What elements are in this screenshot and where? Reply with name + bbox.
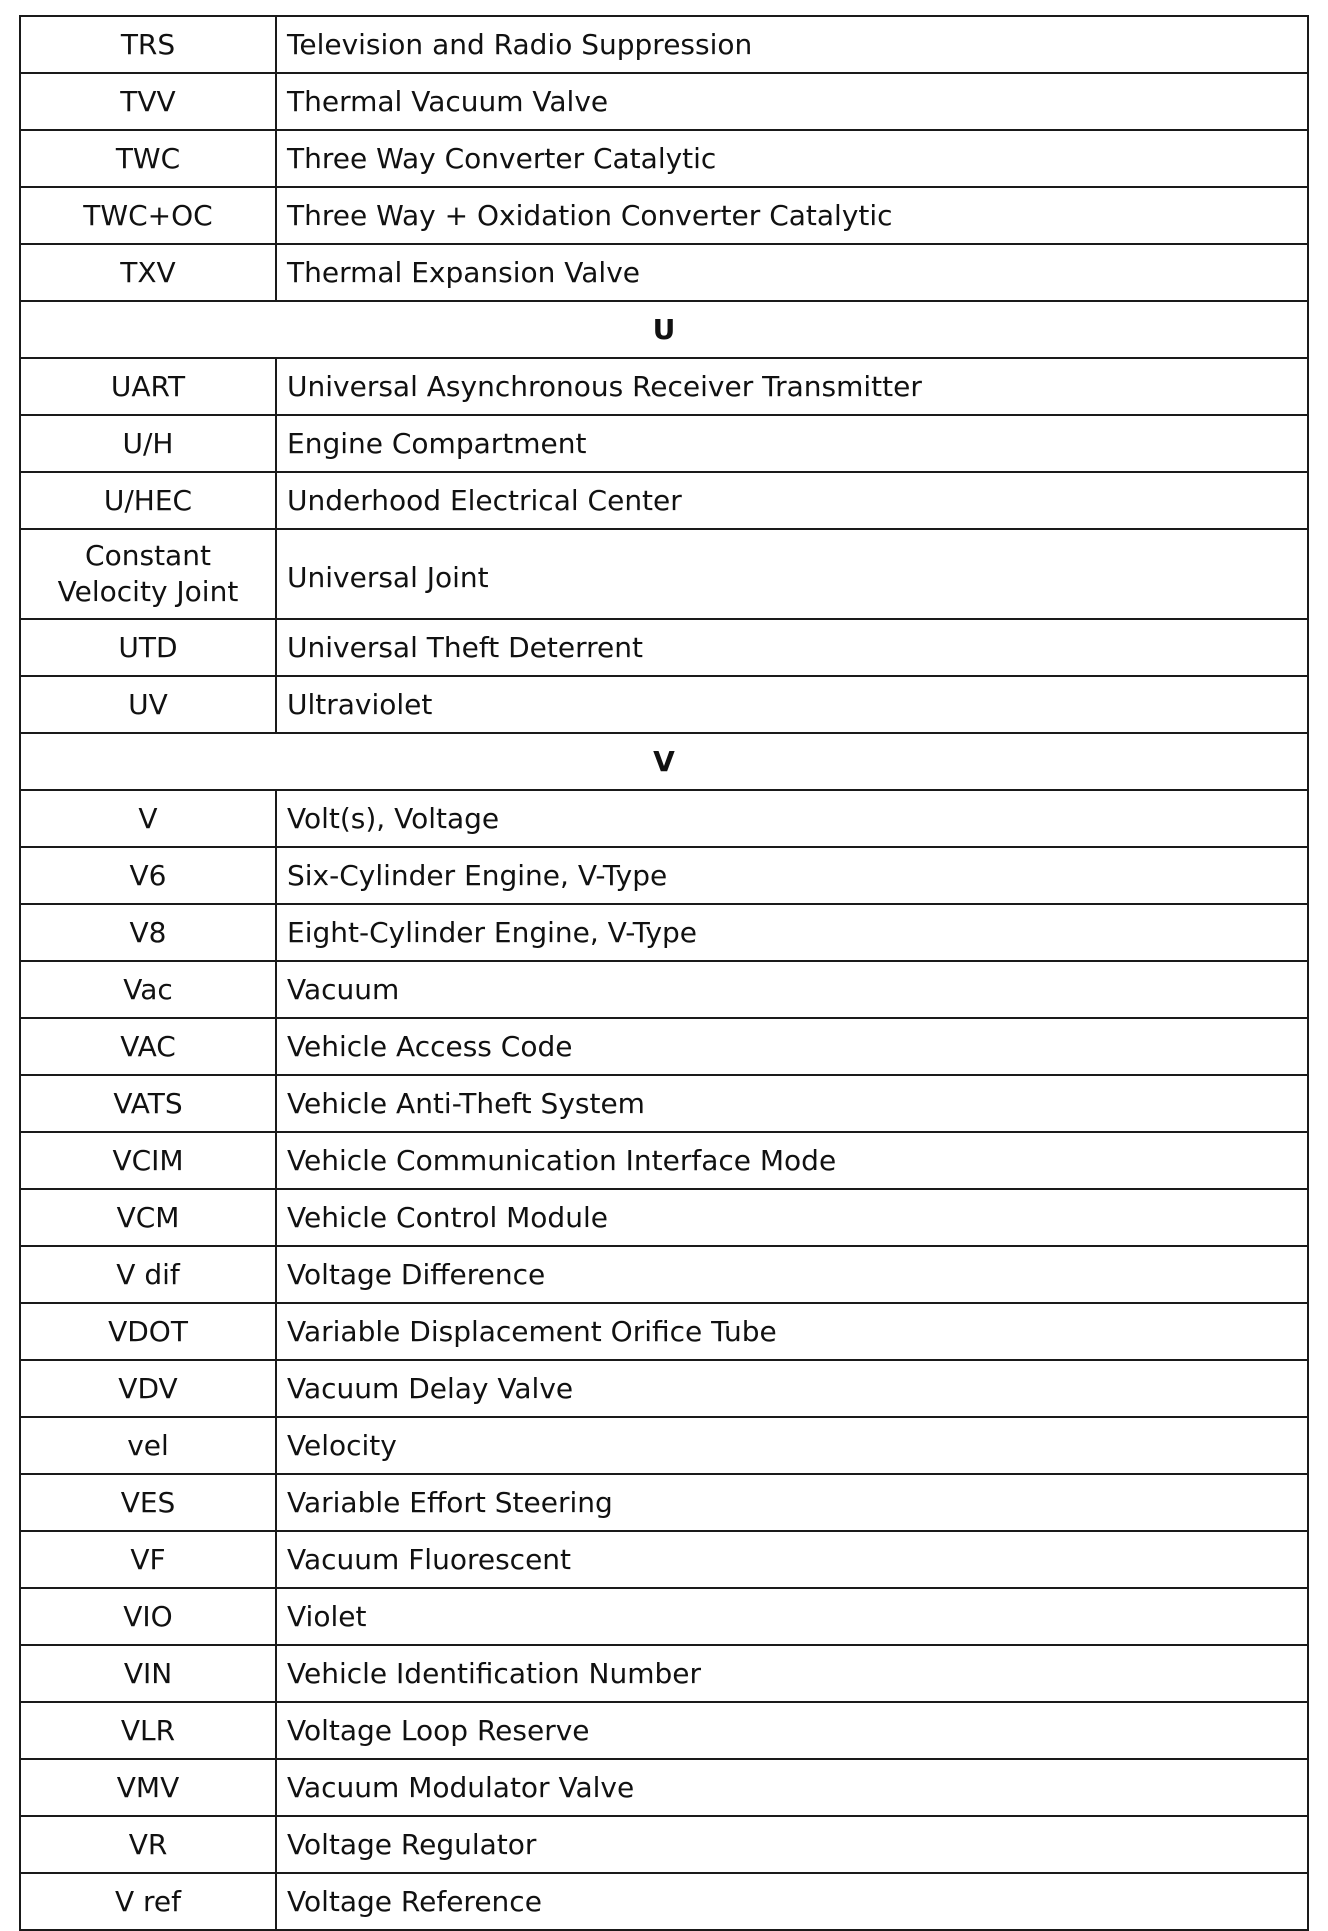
- table-row: [20, 847, 1308, 904]
- abbreviation-cell: VIO: [20, 1588, 276, 1645]
- definition-cell: Underhood Electrical Center: [276, 472, 1308, 529]
- abbreviation-cell: VCIM: [20, 1132, 276, 1189]
- abbreviation-table: [19, 15, 1309, 1931]
- table-row: [20, 1075, 1308, 1132]
- table-row: [20, 1417, 1308, 1474]
- definition-cell: Vacuum: [276, 961, 1308, 1018]
- section-letter: V: [20, 733, 1308, 790]
- section-letter: U: [20, 301, 1308, 358]
- definition-cell: Volt(s), Voltage: [276, 790, 1308, 847]
- abbreviation-cell: VES: [20, 1474, 276, 1531]
- definition-cell: Three Way Converter Catalytic: [276, 130, 1308, 187]
- table-row: [20, 73, 1308, 130]
- definition-cell: Universal Joint: [276, 529, 1308, 619]
- definition-cell: Thermal Expansion Valve: [276, 244, 1308, 301]
- table-row: [20, 16, 1308, 73]
- table-row: [20, 1189, 1308, 1246]
- definition-cell: Vacuum Delay Valve: [276, 1360, 1308, 1417]
- table-row: [20, 1246, 1308, 1303]
- abbreviation-cell: V ref: [20, 1873, 276, 1930]
- abbreviation-cell: VMV: [20, 1759, 276, 1816]
- section-header-row: [20, 301, 1308, 358]
- table-row: [20, 415, 1308, 472]
- definition-cell: Six-Cylinder Engine, V-Type: [276, 847, 1308, 904]
- abbreviation-cell: Constant Velocity Joint: [20, 529, 276, 619]
- abbreviation-cell: VDV: [20, 1360, 276, 1417]
- definition-cell: Velocity: [276, 1417, 1308, 1474]
- table-row: [20, 904, 1308, 961]
- table-row: [20, 1360, 1308, 1417]
- definition-cell: Ultraviolet: [276, 676, 1308, 733]
- definition-cell: Voltage Loop Reserve: [276, 1702, 1308, 1759]
- definition-cell: Violet: [276, 1588, 1308, 1645]
- definition-cell: Vehicle Control Module: [276, 1189, 1308, 1246]
- table-row: [20, 619, 1308, 676]
- abbreviation-cell: VF: [20, 1531, 276, 1588]
- table-row: [20, 1588, 1308, 1645]
- abbreviation-cell: VIN: [20, 1645, 276, 1702]
- abbreviation-cell: TVV: [20, 73, 276, 130]
- definition-cell: Thermal Vacuum Valve: [276, 73, 1308, 130]
- table-row: [20, 790, 1308, 847]
- abbreviation-cell: VCM: [20, 1189, 276, 1246]
- definition-cell: Voltage Reference: [276, 1873, 1308, 1930]
- abbreviation-cell: VR: [20, 1816, 276, 1873]
- table-row: [20, 130, 1308, 187]
- table-row: [20, 1759, 1308, 1816]
- abbreviation-cell: UART: [20, 358, 276, 415]
- abbreviation-cell: VDOT: [20, 1303, 276, 1360]
- abbreviation-cell: UV: [20, 676, 276, 733]
- abbreviation-cell: V8: [20, 904, 276, 961]
- definition-cell: Vehicle Identification Number: [276, 1645, 1308, 1702]
- definition-cell: Engine Compartment: [276, 415, 1308, 472]
- definition-cell: Universal Asynchronous Receiver Transmitter: [276, 358, 1308, 415]
- definition-cell: Variable Effort Steering: [276, 1474, 1308, 1531]
- definition-cell: Voltage Difference: [276, 1246, 1308, 1303]
- abbreviation-cell: VLR: [20, 1702, 276, 1759]
- definition-cell: Vehicle Communication Interface Mode: [276, 1132, 1308, 1189]
- abbreviation-cell: TXV: [20, 244, 276, 301]
- table-row: [20, 472, 1308, 529]
- definition-cell: Voltage Regulator: [276, 1816, 1308, 1873]
- abbreviation-cell: V6: [20, 847, 276, 904]
- abbreviation-cell: UTD: [20, 619, 276, 676]
- abbreviation-cell: vel: [20, 1417, 276, 1474]
- definition-cell: Vehicle Access Code: [276, 1018, 1308, 1075]
- abbreviation-cell: VATS: [20, 1075, 276, 1132]
- abbreviation-cell: TRS: [20, 16, 276, 73]
- table-row: [20, 1531, 1308, 1588]
- table-row: [20, 1816, 1308, 1873]
- abbreviation-cell: TWC+OC: [20, 187, 276, 244]
- table-row: [20, 358, 1308, 415]
- definition-cell: Variable Displacement Orifice Tube: [276, 1303, 1308, 1360]
- section-header-row: [20, 733, 1308, 790]
- table-row: [20, 1474, 1308, 1531]
- abbreviation-cell: U/HEC: [20, 472, 276, 529]
- definition-cell: Vacuum Fluorescent: [276, 1531, 1308, 1588]
- abbreviation-table-body: [20, 16, 1308, 1930]
- table-row: [20, 1303, 1308, 1360]
- definition-cell: Vacuum Modulator Valve: [276, 1759, 1308, 1816]
- table-row: [20, 961, 1308, 1018]
- table-row: [20, 676, 1308, 733]
- abbreviation-cell: TWC: [20, 130, 276, 187]
- table-row: [20, 1132, 1308, 1189]
- abbreviation-cell: U/H: [20, 415, 276, 472]
- definition-cell: Television and Radio Suppression: [276, 16, 1308, 73]
- table-row: [20, 187, 1308, 244]
- table-row: [20, 1018, 1308, 1075]
- table-row: [20, 1873, 1308, 1930]
- definition-cell: Three Way + Oxidation Converter Catalytic: [276, 187, 1308, 244]
- table-row: [20, 1702, 1308, 1759]
- table-row: [20, 529, 1308, 619]
- definition-cell: Eight-Cylinder Engine, V-Type: [276, 904, 1308, 961]
- abbreviation-cell: VAC: [20, 1018, 276, 1075]
- abbreviation-cell: V: [20, 790, 276, 847]
- abbreviation-cell: Vac: [20, 961, 276, 1018]
- definition-cell: Vehicle Anti-Theft System: [276, 1075, 1308, 1132]
- abbreviation-cell: V dif: [20, 1246, 276, 1303]
- definition-cell: Universal Theft Deterrent: [276, 619, 1308, 676]
- table-row: [20, 1645, 1308, 1702]
- table-row: [20, 244, 1308, 301]
